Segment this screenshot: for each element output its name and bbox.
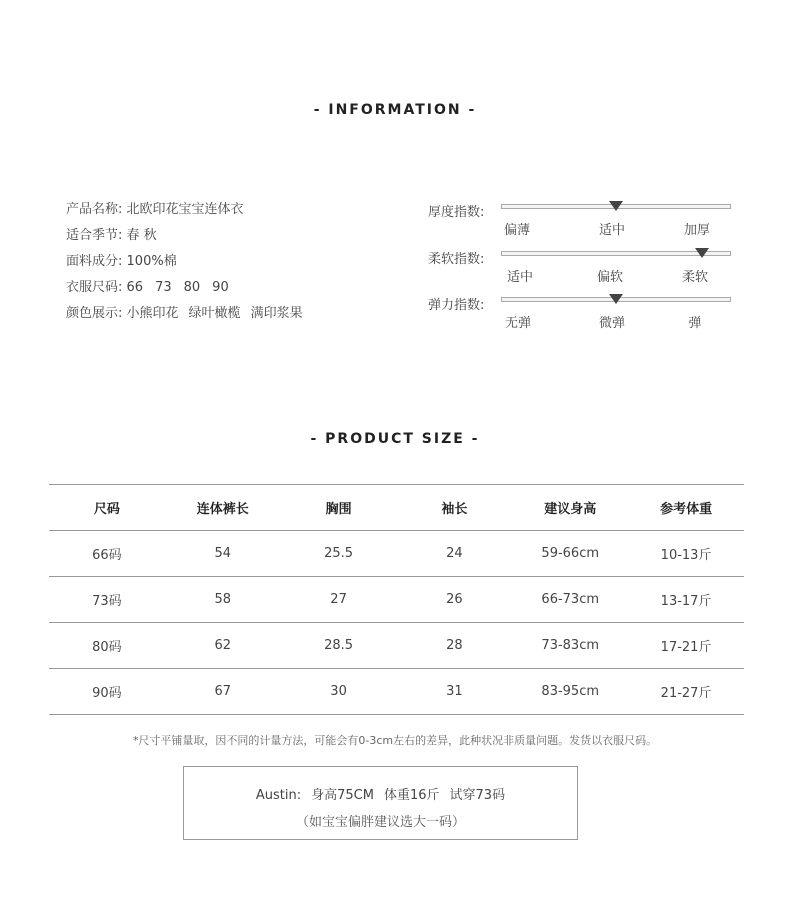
model-name: Austin: — [255, 788, 302, 803]
table-cell: 28.5 — [281, 623, 397, 669]
table-cell: 80码 — [49, 623, 165, 669]
size-values — [127, 280, 241, 295]
table-cell: 10-13斤 — [628, 531, 744, 577]
model-fit-box — [183, 766, 578, 840]
table-header-row — [49, 485, 744, 531]
scale-bar — [501, 251, 731, 256]
info-row-sizes — [66, 278, 313, 304]
scale-tick: 偏薄 — [503, 223, 531, 238]
scale-label: 弹力指数: — [428, 298, 485, 313]
info-row-name — [66, 200, 313, 226]
table-cell: 24 — [396, 531, 512, 577]
scale-label: 柔软指数: — [428, 252, 485, 267]
info-row-season — [66, 226, 313, 252]
info-label: 衣服尺码: — [66, 280, 123, 295]
elasticity-scale — [428, 294, 738, 334]
size-value: 90 — [212, 280, 229, 295]
info-label: 颜色展示: — [66, 306, 123, 321]
table-cell: 26 — [396, 577, 512, 623]
scale-tick: 无弹 — [504, 316, 532, 331]
table-row — [49, 577, 744, 623]
info-label: 产品名称: — [66, 202, 123, 217]
table-cell: 13-17斤 — [628, 577, 744, 623]
table-row — [49, 669, 744, 715]
scale-tick: 偏软 — [596, 270, 624, 285]
table-cell: 90码 — [49, 669, 165, 715]
color-value: 满印浆果 — [250, 306, 303, 321]
scale-tick: 加厚 — [683, 223, 711, 238]
info-label: 适合季节: — [66, 228, 123, 243]
table-cell: 62 — [165, 623, 281, 669]
product-size-heading: - PRODUCT SIZE - — [310, 431, 480, 447]
table-cell: 25.5 — [281, 531, 397, 577]
size-value: 73 — [155, 280, 172, 295]
size-value: 80 — [183, 280, 201, 295]
column-header: 连体裤长 — [165, 485, 281, 531]
table-cell: 66码 — [49, 531, 165, 577]
table-cell: 83-95cm — [512, 669, 628, 715]
scale-label: 厚度指数: — [428, 205, 485, 220]
column-header: 参考体重 — [628, 485, 744, 531]
model-height: 身高75CM — [311, 788, 374, 803]
model-weight: 体重16斤 — [383, 788, 440, 803]
model-info-line — [184, 784, 577, 803]
scale-bar — [501, 297, 731, 302]
scale-tick: 微弹 — [598, 316, 626, 331]
scale-marker — [609, 201, 623, 211]
scale-tick: 柔软 — [681, 270, 709, 285]
table-cell: 54 — [165, 531, 281, 577]
table-cell: 17-21斤 — [628, 623, 744, 669]
scale-tick: 适中 — [506, 270, 534, 285]
measurement-note: *尺寸平铺量取，因不同的计量方法，可能会有0-3cm左右的差异，此种状况非质量问题。发货以衣服尺码。 — [132, 734, 658, 747]
scale-marker — [609, 294, 623, 304]
column-header: 胸围 — [281, 485, 397, 531]
table-row — [49, 531, 744, 577]
scale-marker — [695, 248, 709, 258]
column-header: 尺码 — [49, 485, 165, 531]
scale-tick: 适中 — [598, 223, 626, 238]
table-cell: 28 — [396, 623, 512, 669]
table-cell: 21-27斤 — [628, 669, 744, 715]
color-value: 绿叶橄榄 — [188, 306, 241, 321]
column-header: 袖长 — [396, 485, 512, 531]
table-cell: 31 — [396, 669, 512, 715]
table-cell: 58 — [165, 577, 281, 623]
model-tip: （如宝宝偏胖建议选大一码） — [295, 815, 465, 830]
table-cell: 66-73cm — [512, 577, 628, 623]
column-header: 建议身高 — [512, 485, 628, 531]
product-season: 春 秋 — [126, 228, 157, 243]
table-row — [49, 623, 744, 669]
table-cell: 73码 — [49, 577, 165, 623]
info-row-colors — [66, 304, 313, 330]
thickness-scale — [428, 201, 738, 241]
product-info-list — [66, 200, 313, 330]
table-cell: 30 — [281, 669, 397, 715]
product-fabric: 100%棉 — [126, 254, 177, 269]
table-cell: 27 — [281, 577, 397, 623]
table-cell: 59-66cm — [512, 531, 628, 577]
scale-tick: 弹 — [688, 316, 702, 331]
color-values — [127, 306, 313, 321]
table-cell: 73-83cm — [512, 623, 628, 669]
color-value: 小熊印花 — [126, 306, 179, 321]
size-value: 66 — [126, 280, 144, 295]
size-table — [49, 484, 744, 715]
table-cell: 67 — [165, 669, 281, 715]
information-heading: - INFORMATION - — [313, 102, 477, 118]
model-fit-size: 试穿73码 — [449, 788, 506, 803]
info-row-fabric — [66, 252, 313, 278]
info-label: 面料成分: — [66, 254, 123, 269]
softness-scale — [428, 248, 738, 288]
scale-bar — [501, 204, 731, 209]
product-name: 北欧印花宝宝连体衣 — [126, 202, 244, 217]
